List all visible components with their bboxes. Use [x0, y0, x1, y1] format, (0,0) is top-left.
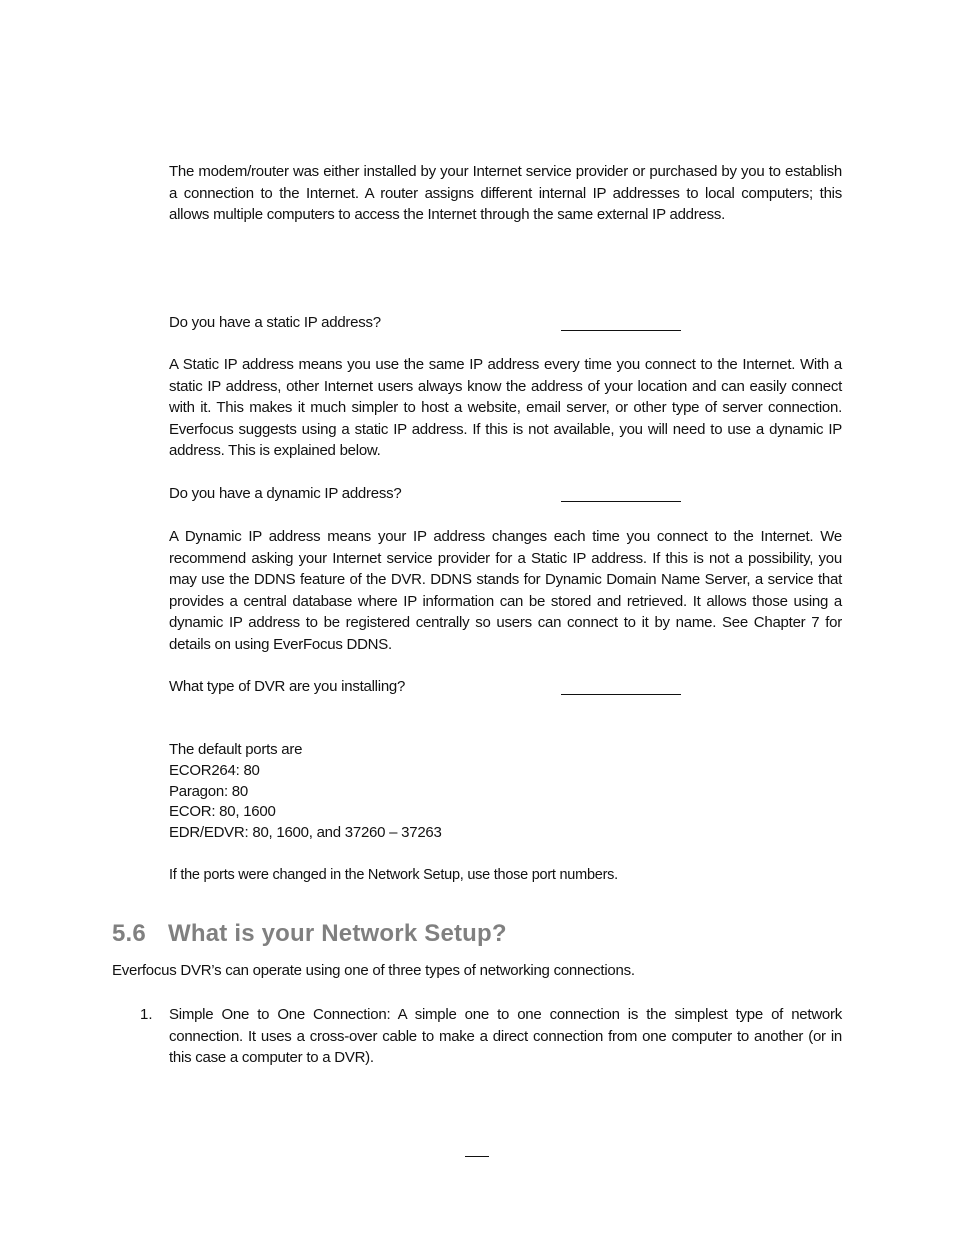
- section-intro: Everfocus DVR’s can operate using one of three types of networking connections.: [112, 962, 635, 979]
- port-item: EDR/EDVR: 80, 1600, and 37260 – 37263: [169, 824, 442, 842]
- page-number-rule: [465, 1156, 489, 1157]
- port-item: ECOR: 80, 1600: [169, 803, 276, 821]
- port-item: Paragon: 80: [169, 782, 248, 800]
- dvr-type-question: What type of DVR are you installing?: [169, 678, 406, 695]
- static-ip-answer-line: [561, 330, 681, 331]
- dynamic-ip-answer-line: [561, 501, 681, 502]
- modem-router-paragraph: The modem/router was either installed by your Internet service provider or purchased by you to establish a connection to the Internet. A router assigns different internal IP addresses to local computers; this allows multiple computers to access the Internet through the same external IP address.: [169, 163, 842, 223]
- default-ports-intro: The default ports are: [169, 741, 303, 758]
- section-number: 5.6: [112, 920, 146, 947]
- default-ports-block: [169, 740, 769, 844]
- dvr-type-answer-line: [561, 694, 681, 695]
- list-item-number: 1.: [140, 1006, 153, 1023]
- ports-changed-note: If the ports were changed in the Network Setup, use those port numbers.: [169, 867, 618, 883]
- static-ip-paragraph: A Static IP address means you use the same IP address every time you connect to the Internet. With a static IP address, other Internet users always know the address of your location and can easily connect with it. This makes it much simpler to host a website, email server, or other type of server connection. Everfocus suggests using a static IP address. If this is not available, you will need to use a dynamic IP address. This is explained below.: [169, 356, 842, 459]
- static-ip-question: Do you have a static IP address?: [169, 314, 381, 331]
- section-heading: [112, 918, 507, 950]
- dynamic-ip-question: Do you have a dynamic IP address?: [169, 485, 402, 502]
- dynamic-ip-paragraph: A Dynamic IP address means your IP address changes each time you connect to the Internet. We recommend asking your Internet service provider for a Static IP address. If this is not a possibility, you may use the DDNS feature of the DVR. DDNS stands for Dynamic Domain Name Server, a service that provides a central database where IP information can be stored and retrieved. It allows those using a dynamic IP address to be registered centrally so users can connect to it by name. See Chapter 7 for details on using EverFocus DDNS.: [169, 528, 842, 653]
- port-item: ECOR264: 80: [169, 761, 260, 779]
- list-item-text: Simple One to One Connection: A simple one to one connection is the simplest type of network connection. It uses a cross-over cable to make a direct connection from one computer to another (or in this case a computer to a DVR).: [169, 1006, 842, 1066]
- section-title: What is your Network Setup?: [168, 920, 507, 947]
